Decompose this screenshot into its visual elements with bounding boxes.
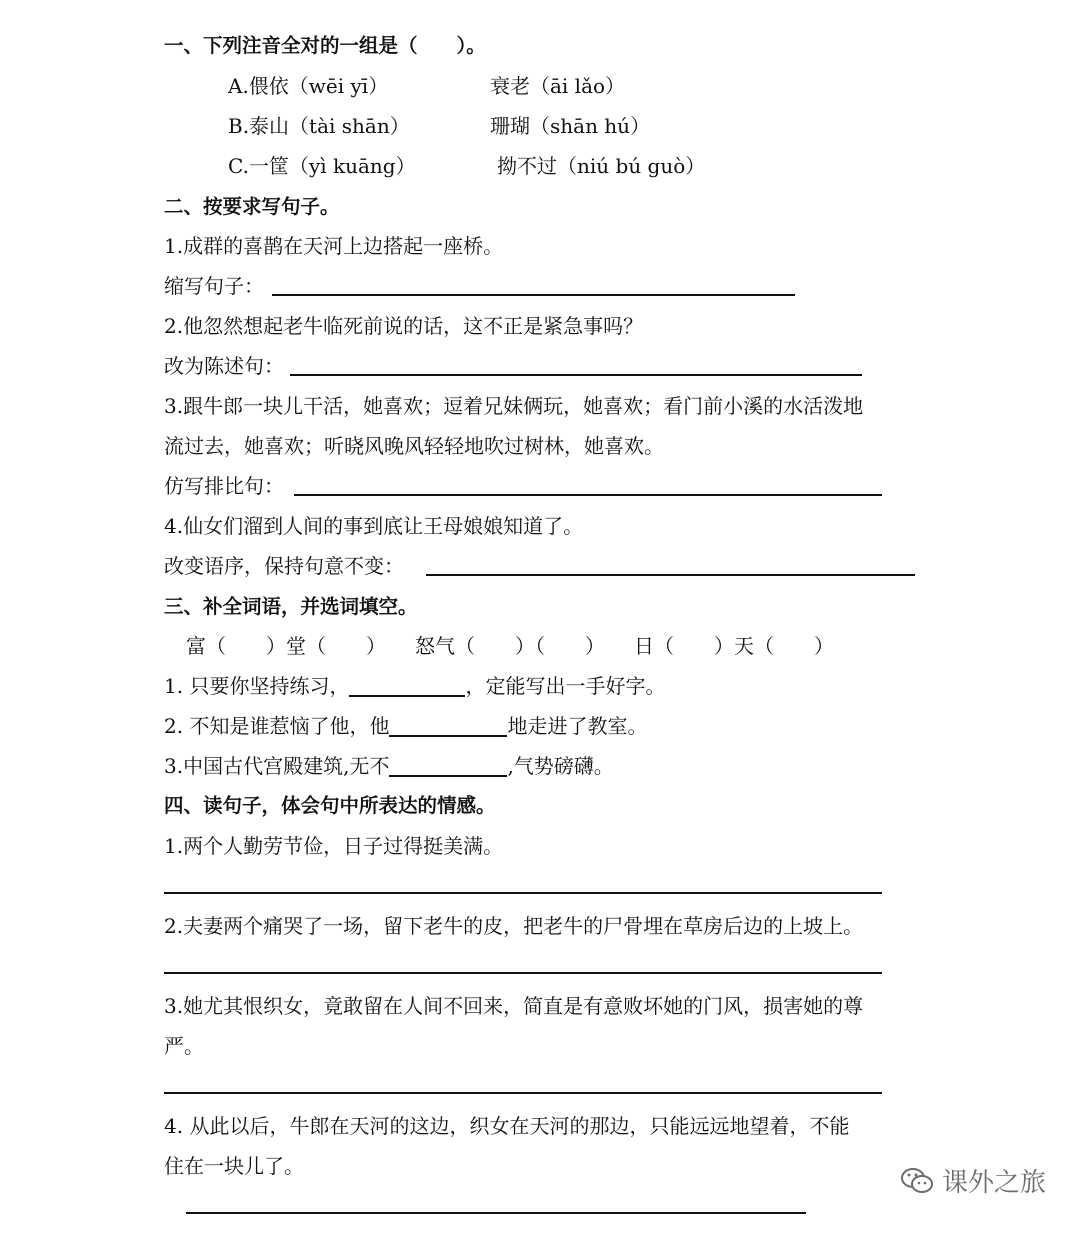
s2-prompt-4: 改变语序，保持句意不变： — [164, 554, 404, 578]
option-c-2: 拗不过（niú bú guò） — [497, 154, 706, 178]
idiom-3: 日（ ）天（ ） — [634, 634, 834, 658]
fill-1-before: 1. 只要你坚持练习， — [164, 674, 350, 698]
wechat-icon — [900, 1166, 934, 1196]
fill-sentence-2 — [164, 712, 647, 740]
section3-title: 三、补全词语，并选词填空。 — [164, 595, 418, 618]
s4-question-3-line1: 3.她尤其恨织女，竟敢留在人间不回来，简直是有意败坏她的门风，损害她的尊 — [164, 994, 864, 1018]
s4-question-3-line2: 严。 — [164, 1034, 204, 1058]
s2-question-3-line2: 流过去，她喜欢；听晓风晚风轻轻地吹过树林，她喜欢。 — [164, 434, 664, 458]
fill-1-after: ，定能写出一手好字。 — [465, 674, 666, 698]
answer-line-word-order[interactable] — [426, 574, 915, 576]
fill-3-before: 3.中国古代宫殿建筑,无不 — [164, 754, 390, 778]
answer-line-s4-4[interactable] — [186, 1212, 806, 1214]
fill-2-before: 2. 不知是谁惹恼了他，他 — [164, 714, 390, 738]
s4-question-1: 1.两个人勤劳节俭，日子过得挺美满。 — [164, 834, 504, 858]
section1-title: 一、下列注音全对的一组是（ ）。 — [164, 34, 486, 57]
s2-question-1: 1.成群的喜鹊在天河上边搭起一座桥。 — [164, 234, 504, 258]
fill-2-after: 地走进了教室。 — [507, 714, 648, 738]
s4-question-2: 2.夫妻两个痛哭了一场，留下老牛的皮，把老牛的尸骨埋在草房后边的上坡上。 — [164, 914, 864, 938]
watermark-text: 课外之旅 — [942, 1168, 1047, 1198]
s2-question-4: 4.仙女们溜到人间的事到底让王母娘娘知道了。 — [164, 514, 584, 538]
answer-line-s4-2[interactable] — [164, 972, 882, 974]
fill-sentence-3 — [164, 752, 614, 780]
option-a-2: 衰老（āi lǎo） — [490, 74, 626, 98]
section4-title: 四、读句子，体会句中所表达的情感。 — [164, 794, 496, 817]
answer-line-s4-3[interactable] — [164, 1092, 882, 1094]
answer-line-s4-1[interactable] — [164, 892, 882, 894]
idiom-2: 怒气（ ）（ ） — [415, 634, 605, 658]
s4-question-4-line2: 住在一块儿了。 — [164, 1154, 304, 1178]
fill-blank-2[interactable] — [389, 715, 507, 737]
idiom-1: 富（ ）堂（ ） — [186, 634, 386, 658]
s2-prompt-3: 仿写排比句： — [164, 474, 284, 498]
watermark — [900, 1162, 1046, 1199]
s2-prompt-2: 改为陈述句： — [164, 354, 284, 378]
fill-3-after: ,气势磅礴。 — [507, 754, 614, 778]
fill-blank-1[interactable] — [349, 675, 465, 697]
option-b-1: B.泰山（tài shān） — [228, 114, 410, 138]
fill-blank-3[interactable] — [389, 755, 507, 777]
s2-question-2: 2.他忽然想起老牛临死前说的话，这不正是紧急事吗？ — [164, 314, 644, 338]
fill-sentence-1 — [164, 672, 665, 700]
option-a-1: A.偎依（wēi yī） — [228, 74, 389, 98]
s2-prompt-1: 缩写句子： — [164, 274, 264, 298]
answer-line-shorten[interactable] — [272, 294, 795, 296]
section2-title: 二、按要求写句子。 — [164, 195, 340, 218]
answer-line-parallel[interactable] — [294, 494, 882, 496]
option-b-2: 珊瑚（shān hú） — [490, 114, 651, 138]
s2-question-3-line1: 3.跟牛郎一块儿干活，她喜欢；逗着兄妹俩玩，她喜欢；看门前小溪的水活泼地 — [164, 394, 864, 418]
option-c-1: C.一筐（yì kuāng） — [228, 154, 416, 178]
s4-question-4-line1: 4. 从此以后，牛郎在天河的这边，织女在天河的那边，只能远远地望着，不能 — [164, 1114, 850, 1138]
answer-line-declarative[interactable] — [290, 374, 862, 376]
